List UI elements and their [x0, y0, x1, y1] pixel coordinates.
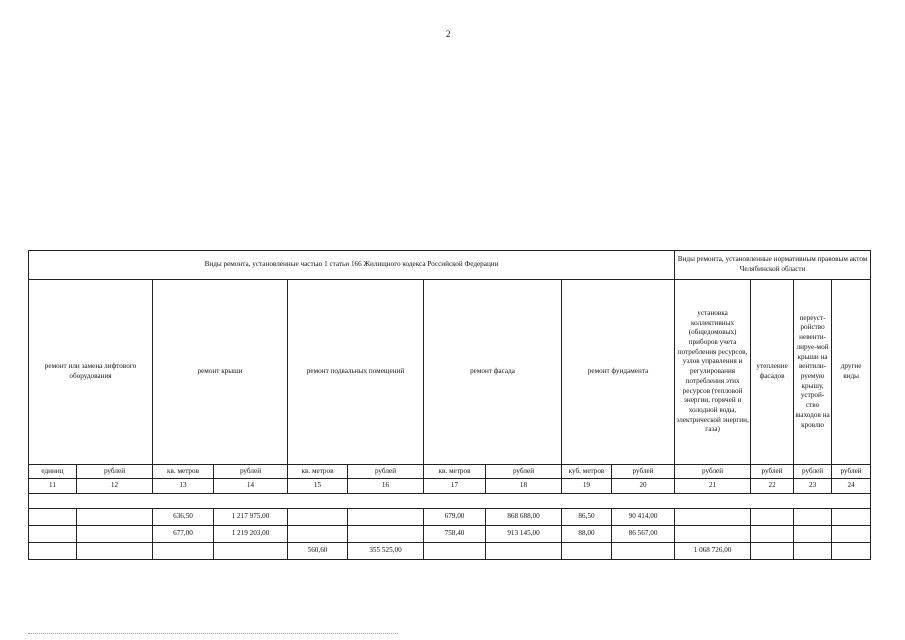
table-cell: 677,00: [153, 526, 214, 543]
unit-cell: рублей: [77, 465, 153, 479]
table-cell: [794, 543, 832, 560]
table-cell: [675, 509, 751, 526]
table-cell: [832, 526, 871, 543]
unit-cell: рублей: [486, 465, 562, 479]
column-number: 19: [562, 479, 612, 494]
table-cell: [77, 509, 153, 526]
table-cell: 1 217 975,00: [214, 509, 288, 526]
unit-cell: рублей: [751, 465, 794, 479]
column-number: 20: [612, 479, 675, 494]
federal-repair-types-header: Виды ремонта, установленные частью 1 статьи 166 Жилищного кодекса Российской Федерации: [29, 251, 675, 280]
spacer-row: [29, 494, 871, 509]
table-cell: 560,60: [288, 543, 348, 560]
roof-conversion-header: переуст-ройство невенти-лируе-мой крыши на вентили-руемую крышу, устрой-ство выходов на кровлю: [794, 280, 832, 465]
group-header-row: [29, 251, 871, 280]
spacer-cell: [29, 494, 871, 509]
table-cell: 636,50: [153, 509, 214, 526]
units-row: [29, 465, 871, 479]
column-number: 23: [794, 479, 832, 494]
column-number: 22: [751, 479, 794, 494]
column-numbers-row: [29, 479, 871, 494]
table-cell: [77, 543, 153, 560]
unit-cell: рублей: [214, 465, 288, 479]
table-cell: [794, 526, 832, 543]
column-number: 11: [29, 479, 77, 494]
table-cell: 86 567,00: [612, 526, 675, 543]
unit-cell: рублей: [675, 465, 751, 479]
table-row: [29, 526, 871, 543]
table-cell: [29, 543, 77, 560]
unit-cell: рублей: [794, 465, 832, 479]
table-cell: [424, 543, 486, 560]
table-cell: [751, 526, 794, 543]
table-cell: 868 688,00: [486, 509, 562, 526]
column-number: 15: [288, 479, 348, 494]
table-cell: 86,50: [562, 509, 612, 526]
column-number: 13: [153, 479, 214, 494]
column-number: 18: [486, 479, 562, 494]
other-types-header: другие виды: [832, 280, 871, 465]
unit-cell: кв. метров: [153, 465, 214, 479]
regional-repair-types-header: Виды ремонта, установленные нормативным правовым актом Челябинской области: [675, 251, 871, 280]
table-cell: [751, 543, 794, 560]
column-number: 12: [77, 479, 153, 494]
facade-insulation-header: утепление фасадов: [751, 280, 794, 465]
table-cell: 90 414,00: [612, 509, 675, 526]
unit-cell: рублей: [612, 465, 675, 479]
unit-cell: кв. метров: [288, 465, 348, 479]
column-number: 21: [675, 479, 751, 494]
repair-types-table: [28, 250, 871, 560]
column-number: 17: [424, 479, 486, 494]
table-cell: [751, 509, 794, 526]
table-row: [29, 543, 871, 560]
table-cell: [288, 509, 348, 526]
table-cell: [675, 526, 751, 543]
table-cell: 913 145,00: [486, 526, 562, 543]
table-cell: [288, 526, 348, 543]
table-cell: [29, 526, 77, 543]
table-cell: [612, 543, 675, 560]
column-number: 24: [832, 479, 871, 494]
column-header-row: [29, 280, 871, 465]
meters-installation-header: установка коллективных (общедомовых) приборов учета потребления ресурсов, узлов управления и регулирования потребления этих ресурсов (тепловой энергии, горячей и холодной воды, электрической энергии, газа): [675, 280, 751, 465]
facade-repair-header: ремонт фасада: [424, 280, 562, 465]
table-cell: 679,00: [424, 509, 486, 526]
roof-repair-header: ремонт крыши: [153, 280, 288, 465]
table-row: [29, 509, 871, 526]
table-cell: [486, 543, 562, 560]
basement-repair-header: ремонт подвальных помещений: [288, 280, 424, 465]
table-cell: [832, 543, 871, 560]
page-number: 2: [446, 29, 451, 39]
table-cell: [794, 509, 832, 526]
table-cell: [153, 543, 214, 560]
table-cell: 1 219 203,00: [214, 526, 288, 543]
column-number: 16: [348, 479, 424, 494]
table-cell: [77, 526, 153, 543]
unit-cell: единиц: [29, 465, 77, 479]
table-cell: [214, 543, 288, 560]
page-edge-divider: [28, 633, 398, 634]
unit-cell: кв. метров: [424, 465, 486, 479]
unit-cell: рублей: [348, 465, 424, 479]
table-cell: [832, 509, 871, 526]
elevator-repair-header: ремонт или замена лифтового оборудования: [29, 280, 153, 465]
table-cell: [562, 543, 612, 560]
table-cell: 1 068 726,00: [675, 543, 751, 560]
unit-cell: куб. метров: [562, 465, 612, 479]
table-cell: 88,00: [562, 526, 612, 543]
table-cell: 758,40: [424, 526, 486, 543]
foundation-repair-header: ремонт фундамента: [562, 280, 675, 465]
table-cell: 355 525,00: [348, 543, 424, 560]
table-cell: [348, 509, 424, 526]
table-cell: [348, 526, 424, 543]
unit-cell: рублей: [832, 465, 871, 479]
table-cell: [29, 509, 77, 526]
column-number: 14: [214, 479, 288, 494]
